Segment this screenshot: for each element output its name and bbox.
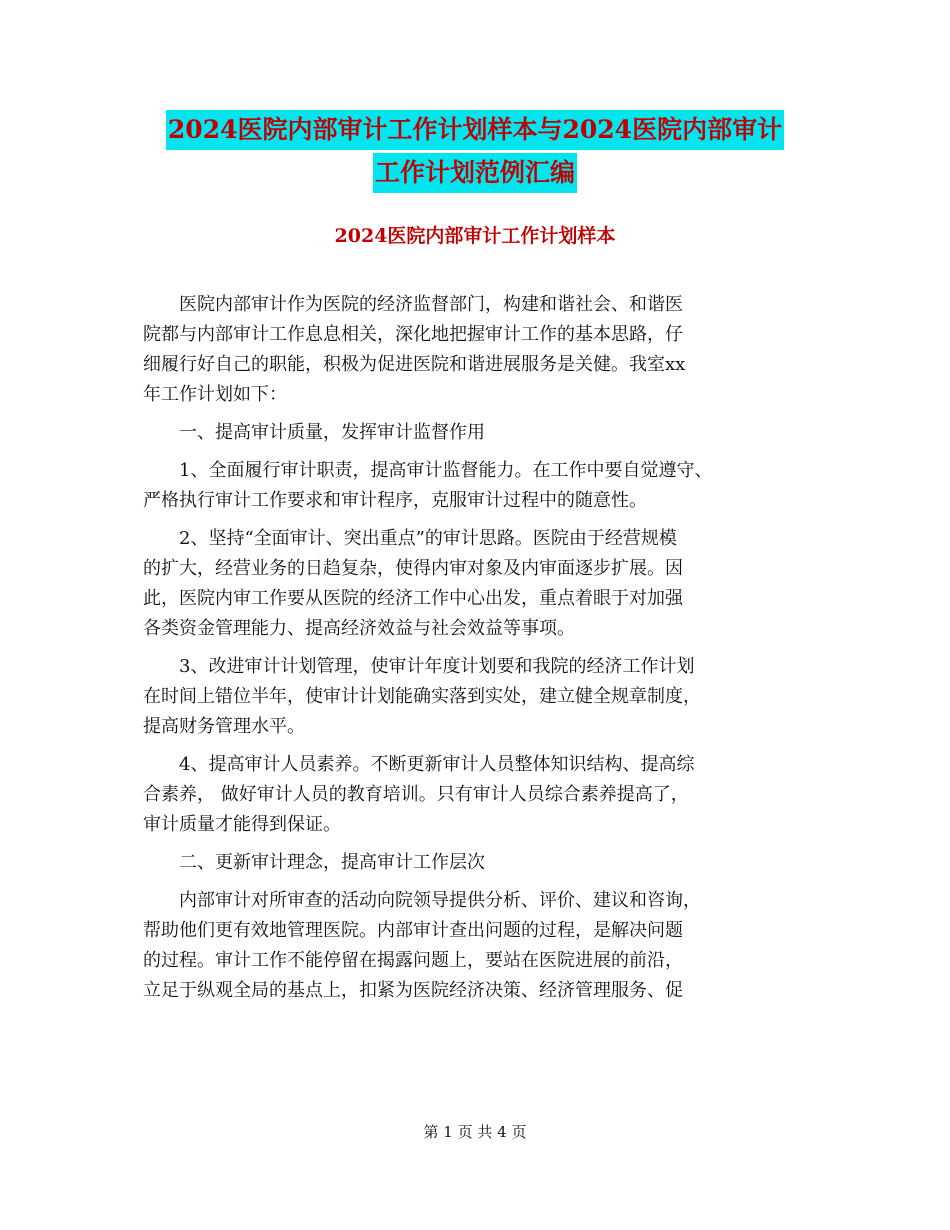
paragraph-line: 的过程。审计工作不能停留在揭露问题上，要站在医院进展的前沿， xyxy=(143,950,683,971)
paragraph-line: 立足于纵观全局的基点上，扣紧为医院经济决策、经济管理服务、促 xyxy=(143,980,683,1001)
paragraph-line: 帮助他们更有效地管理医院。内部审计查出问题的过程，是解决问题 xyxy=(143,920,683,941)
paragraph-line: 2、坚持“全面审计、突出重点”的审计思路。医院由于经营规模 xyxy=(143,528,677,549)
paragraph-line: 年工作计划如下： xyxy=(143,384,287,405)
paragraph-line: 此，医院内审工作要从医院的经济工作中心出发，重点着眼于对加强 xyxy=(143,588,683,609)
paragraph-line: 医院内部审计作为医院的经济监督部门，构建和谐社会、和谐医 xyxy=(143,294,683,315)
page-footer: 第 1 页 共 4 页 xyxy=(423,1123,527,1141)
section-subtitle: 2024医院内部审计工作计划样本 xyxy=(334,225,616,247)
paragraph-line: 4、提高审计人员素养。不断更新审计人员整体知识结构、提高综 xyxy=(143,754,695,775)
paragraph-line: 各类资金管理能力、提高经济效益与社会效益等事项。 xyxy=(143,618,575,639)
paragraph-line: 的扩大，经营业务的日趋复杂，使得内审对象及内审面逐步扩展。因 xyxy=(143,558,683,579)
paragraph-line: 审计质量才能得到保证。 xyxy=(143,814,341,835)
paragraph-line: 合素养， 做好审计人员的教育培训。只有审计人员综合素养提高了， xyxy=(143,784,689,805)
document-title xyxy=(0,110,950,196)
paragraph-line: 一、提高审计质量，发挥审计监督作用 xyxy=(143,422,485,443)
paragraph-line: 在时间上错位半年，使审计计划能确实落到实处，建立健全规章制度， xyxy=(143,686,701,707)
title-line-1: 2024医院内部审计工作计划样本与2024医院内部审计 xyxy=(166,110,784,150)
paragraph-line: 提高财务管理水平。 xyxy=(143,716,305,737)
paragraph-line: 二、更新审计理念，提高审计工作层次 xyxy=(143,852,485,873)
paragraph-line: 严格执行审计工作要求和审计程序，克服审计过程中的随意性。 xyxy=(143,490,647,511)
body-text xyxy=(143,290,811,1006)
paragraph-line: 院都与内部审计工作息息相关，深化地把握审计工作的基本思路，仔 xyxy=(143,324,683,345)
paragraph-line: 内部审计对所审查的活动向院领导提供分析、评价、建议和咨询， xyxy=(143,890,701,911)
paragraph-line: 1、全面履行审计职责，提高审计监督能力。在工作中要自觉遵守、 xyxy=(143,460,713,481)
paragraph-line: 3、改进审计计划管理，使审计年度计划要和我院的经济工作计划 xyxy=(143,656,695,677)
paragraph-line: 细履行好自己的职能，积极为促进医院和谐进展服务是关健。我室xx xyxy=(143,354,686,375)
title-line-2: 工作计划范例汇编 xyxy=(373,153,577,193)
